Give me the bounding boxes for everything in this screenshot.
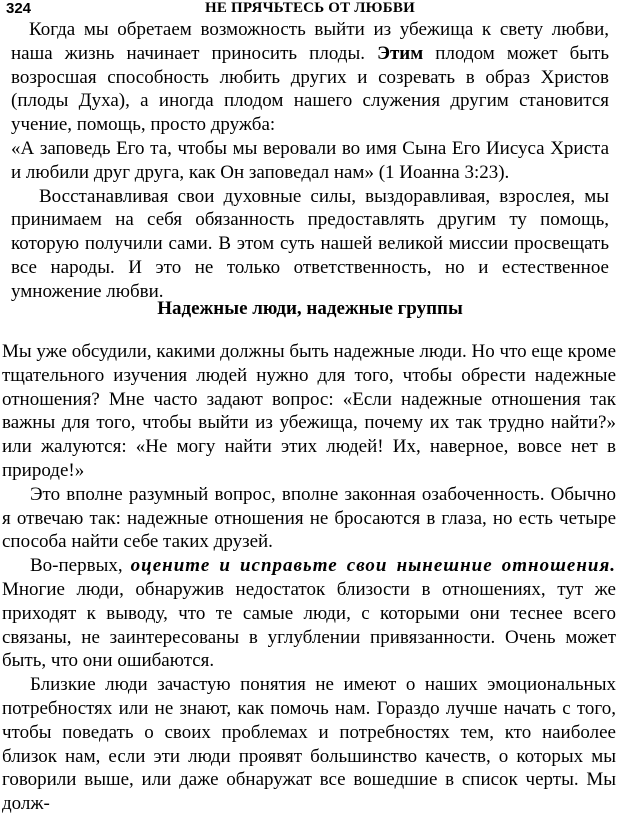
scripture-quote: «А заповедь Его та, чтобы мы веровали во имя Сына Его Иисуса Христа и любили друг друга, как Он заповедал нам» (1 Иоанна 3:23). <box>11 137 609 183</box>
paragraph: Восстанавливая свои духовные силы, выздоравливая, взрослея, мы принимаем на себя обязанность предоставлять другим ту помощь, которую получили сами. В этом суть нашей великой миссии просвещать все народы. И это не только ответственность, но и естественное умножение любви. <box>11 185 609 302</box>
paragraph-text: Многие люди, обнаружив недостаток близости в отношениях, тут же приходят к выводу, что те самые люди, с которыми они теснее всего связаны, не заинтересованы в углублении привязанности. Очень может быть, что они ошибаются. <box>2 578 616 672</box>
bottom-text-block <box>2 340 616 816</box>
bold-word: Этим <box>377 42 424 64</box>
section-heading: Надежные люди, надежные группы <box>157 298 463 319</box>
paragraph: Это вполне разумный вопрос, вполне законная озабоченность. Обычно я отвечаю так: надежные отношения не бросаются в глаза, но есть четыре способа найти себе таких друзей. <box>2 483 616 553</box>
page-number: 324 <box>6 0 32 17</box>
paragraph-text: Когда мы обретаем возможность выйти из убежища к свету любви, наша жизнь начинает приносить плоды. <box>11 19 609 64</box>
paragraph: Близкие люди зачастую понятия не имеют о наших эмоциональных потребностях или не знают, как помочь нам. Гораздо лучше начать с того, чтобы поведать о своих проблемах и потребностях тем, кто наиболее близок нам, если эти люди проявят большинство качеств, о которых мы говорили выше, или даже обнаружат все вошедшие в список черты. Мы долж- <box>2 674 616 815</box>
paragraph: Мы уже обсудили, какими должны быть надежные люди. Но что еще кроме тщательного изучения людей нужно для того, чтобы обрести надежные отношения? Мне часто задают вопрос: «Если надежные отношения так важны для того, чтобы выйти из убежища, почему их так трудно найти?» или жалуются: «Не могу найти этих людей! Их, наверное, вовсе нет в природе!» <box>2 341 616 481</box>
emphasized-text: оцените и исправьте свои нынешние отношения. <box>130 555 616 577</box>
paragraph-text: Во-первых, <box>30 555 131 577</box>
top-text-block <box>11 18 609 304</box>
paragraph-text: плодом может быть возросшая способность любить других и созревать в образ Христов (плоды Духа), а иногда плодом нашего служения другим становится учение, помощь, просто дружба: <box>11 42 610 136</box>
paragraph <box>11 18 609 137</box>
running-title: НЕ ПРЯЧЬТЕСЬ ОТ ЛЮБВИ <box>205 0 415 16</box>
paragraph <box>2 554 616 673</box>
